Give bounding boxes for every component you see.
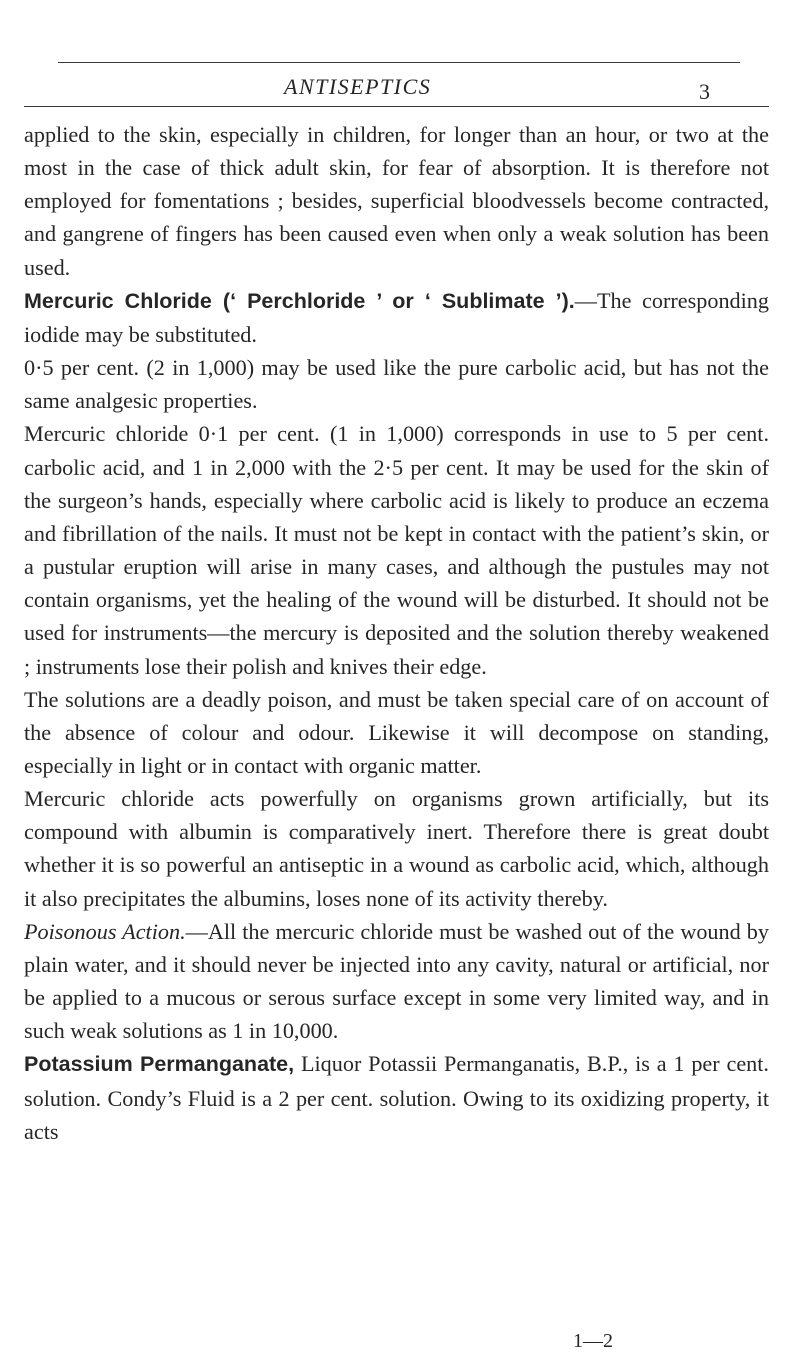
paragraph-mercuric-chloride [24,284,769,351]
body-text [24,118,769,1148]
running-head-title: ANTISEPTICS [284,74,432,99]
subheading-poisonous-action: Poisonous Action. [24,918,186,944]
paragraph-poisonous-action [24,915,769,1048]
top-rule [58,62,740,63]
paragraph-usage: Mercuric chloride 0·1 per cent. (1 in 1,000) corresponds in use to 5 per cent. carbolic acid, and 1 in 2,000 with the 2·5 per cent. It may be used for the skin of the surgeon’s hands, especially where carbolic acid is likely to produce an eczema and fibrillation of the nails. It must not be kept in contact with the patient’s skin, or a pustular eruption will arise in many cases, and although the pustules may not contain organisms, yet the healing of the wound will be disturbed. It should not be used for instruments—the mercury is deposited and the solution thereby weakened ; instruments lose their polish and knives their edge. [24,421,769,679]
paragraph-poison-warning: The solutions are a deadly poison, and must be taken special care of on account of the absence of colour and odour. Likewise it will decompose on standing, especially in light or in contact with organic matter. [24,686,769,778]
paragraph-continued: applied to the skin, especially in children, for longer than an hour, or two at the most in the case of thick adult skin, for fear of absorption. It is therefore not employed for fomentations ; besides, superficial bloodvessels become contracted, and gangrene of fingers has been caused even when only a weak solution has been used. [24,122,769,280]
paragraph-albumin: Mercuric chloride acts powerfully on organisms grown artificially, but its compound with albumin is comparatively inert. Therefore there is great doubt whether it is so powerful an antiseptic in a wound as carbolic acid, which, although it also precipitates the albumins, loses none of its activity thereby. [24,786,769,911]
section-heading-mercuric-chloride: Mercuric Chloride (‘ Perchloride ’ or ‘ Sublimate ’). [24,288,575,313]
paragraph-text: —The corresponding iodide may be substituted. [24,287,769,347]
page-number: 3 [699,79,710,104]
running-head [0,73,800,103]
section-heading-potassium-permanganate: Potassium Permanganate, [24,1052,295,1077]
paragraph-potassium-permanganate [24,1047,769,1147]
paragraph-text: Liquor Potassii Permanganatis, B.P., is a 1 per cent. solution. Condy’s Fluid is a 2 per cent. solution. Owing to its oxidizing property, it acts [24,1051,769,1144]
signature-mark: 1—2 [573,1330,613,1352]
header-rule [24,106,769,107]
paragraph-text: —All the mercuric chloride must be washed out of the wound by plain water, and it should never be injected into any cavity, natural or artificial, nor be applied to a mucous or serous surface except in some very limited way, and in such weak solutions as 1 in 10,000. [24,918,769,1044]
paragraph-dosage: 0·5 per cent. (2 in 1,000) may be used like the pure carbolic acid, but has not the same analgesic properties. [24,355,769,414]
